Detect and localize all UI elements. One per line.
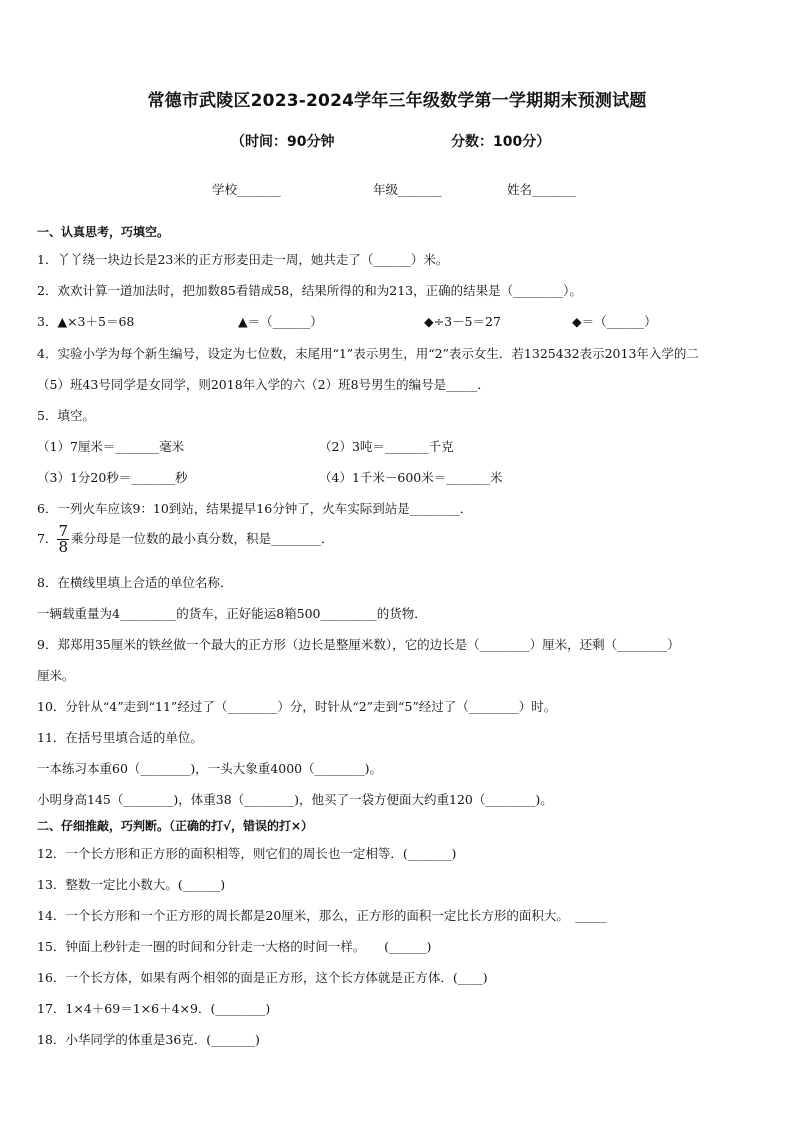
question-11-line-2: 一本练习本重60（________)，一头大象重4000（________)。 bbox=[37, 761, 382, 776]
section-judgement: 二、仔细推敲，巧判断。（正确的打√，错误的打×） bbox=[37, 819, 314, 833]
question-11-line-1: 11．在括号里填合适的单位。 bbox=[37, 730, 203, 745]
school-field: 学校_______ bbox=[212, 182, 281, 197]
question-8-line-2: 一辆载重量为4_________的货车，正好能运8箱500_________的货物． bbox=[37, 606, 427, 621]
question-11-line-3: 小明身高145（________)，体重38（________)，他买了一袋方便面大约重120（________)。 bbox=[37, 792, 553, 807]
question-1: 1．丫丫绕一块边长是23米的正方形麦田走一周，她共走了（______）米。 bbox=[37, 252, 449, 267]
question-5-part-3: （3）1分20秒＝_______秒 bbox=[37, 470, 188, 485]
question-7-number: 7． bbox=[37, 531, 58, 546]
question-5-stem: 5．填空。 bbox=[37, 408, 95, 423]
question-7-text: 乘分母是一位数的最小真分数，积是________． bbox=[71, 531, 334, 546]
question-3-part-c: ◆÷3－5＝27 bbox=[424, 314, 501, 329]
question-9-line-2: 厘米。 bbox=[37, 668, 75, 683]
question-5-part-1: （1）7厘米＝_______毫米 bbox=[37, 439, 185, 454]
question-7 bbox=[37, 524, 334, 555]
question-8-line-1: 8．在横线里填上合适的单位名称． bbox=[37, 575, 233, 590]
question-3-part-a: 3．▲×3＋5＝68 bbox=[37, 314, 135, 329]
exam-score: 分数：100分） bbox=[451, 134, 551, 150]
question-4-line-1: 4．实验小学为每个新生编号，设定为七位数，末尾用“1”表示男生，用“2”表示女生．若1325432表示2013年入学的二 bbox=[37, 346, 699, 361]
question-4-line-2: （5）班43号同学是女同学，则2018年入学的六（2）班8号男生的编号是_____． bbox=[37, 377, 490, 392]
question-16: 16．一个长方体，如果有两个相邻的面是正方形，这个长方体就是正方体．(____) bbox=[37, 970, 488, 985]
question-2: 2．欢欢计算一道加法时，把加数85看错成58，结果所得的和为213，正确的结果是（________）。 bbox=[37, 283, 582, 298]
section-fill-in: 一、认真思考，巧填空。 bbox=[37, 225, 170, 239]
question-6: 6．一列火车应该9：10到站，结果提早16分钟了，火车实际到站是________． bbox=[37, 501, 473, 516]
question-13: 13．整数一定比小数大。(______) bbox=[37, 877, 226, 892]
fraction-denominator: 8 bbox=[58, 538, 68, 556]
question-5-part-4: （4）1千米－600米＝_______米 bbox=[319, 470, 503, 485]
question-9-line-1: 9．郑郑用35厘米的铁丝做一个最大的正方形（边长是整厘米数），它的边长是（________）厘米，还剩（________） bbox=[37, 637, 680, 652]
exam-time: （时间：90分钟 bbox=[231, 134, 335, 150]
question-5-part-2: （2）3吨＝_______千克 bbox=[319, 439, 454, 454]
question-3-part-d: ◆＝（______） bbox=[572, 314, 657, 329]
question-18: 18．小华同学的体重是36克．(_______) bbox=[37, 1032, 260, 1047]
question-17: 17．1×4＋69＝1×6＋4×9．(________) bbox=[37, 1001, 271, 1016]
question-10: 10．分针从“4”走到“11”经过了（________）分，时针从“2”走到“5”经过了（________）时。 bbox=[37, 699, 557, 714]
question-14: 14．一个长方形和一个正方形的周长都是20厘米，那么，正方形的面积一定比长方形的面积大。 _____ bbox=[37, 908, 607, 923]
question-12: 12．一个长方形和正方形的面积相等，则它们的周长也一定相等．(_______) bbox=[37, 846, 457, 861]
question-3-part-b: ▲＝（______） bbox=[238, 314, 323, 329]
fraction bbox=[57, 524, 69, 555]
grade-field: 年级_______ bbox=[373, 182, 442, 197]
question-15: 15．钟面上秒针走一圈的时间和分针走一大格的时间一样。 (______) bbox=[37, 939, 432, 954]
fraction-numerator: 7 bbox=[58, 522, 68, 540]
exam-title: 常德市武陵区2023-2024学年三年级数学第一学期期末预测试题 bbox=[147, 91, 647, 111]
name-field: 姓名_______ bbox=[507, 182, 576, 197]
